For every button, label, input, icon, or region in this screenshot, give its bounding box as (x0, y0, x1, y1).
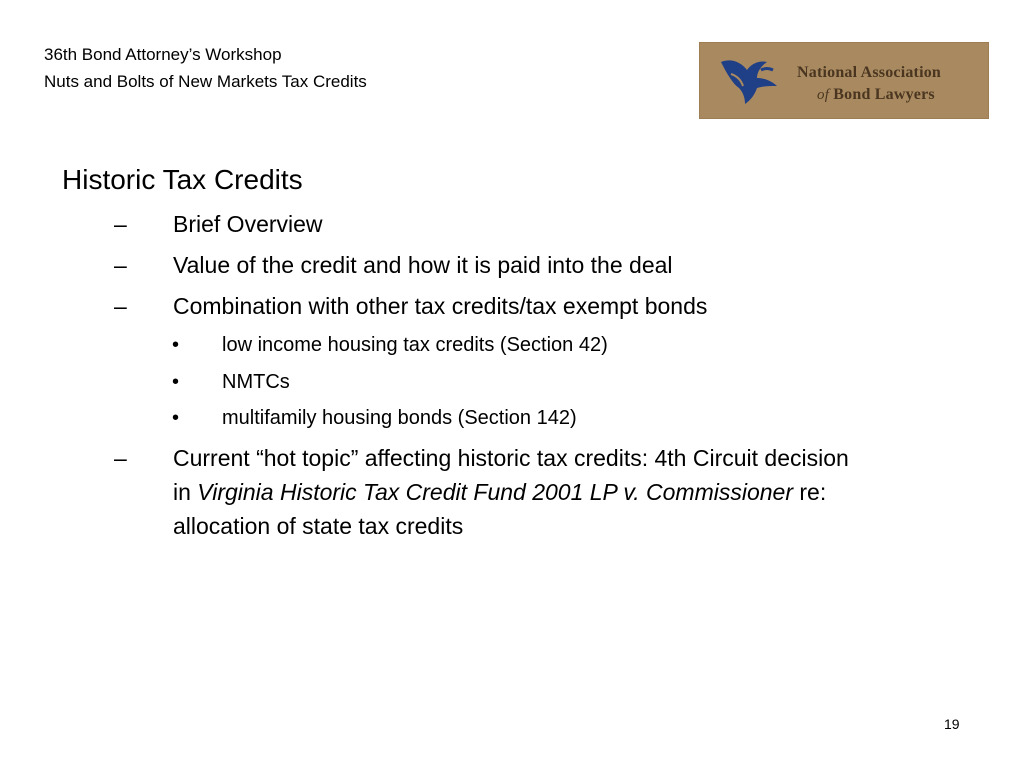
list-item-line: in Virginia Historic Tax Credit Fund 2001 LP v. Commissioner re: (173, 479, 827, 505)
nabl-logo (699, 42, 989, 119)
bullet-marker: • (172, 407, 180, 429)
list-item-line: allocation of state tax credits (173, 513, 464, 539)
session-title: Nuts and Bolts of New Markets Tax Credits (44, 72, 367, 91)
logo-line-1: National Association (797, 64, 942, 81)
page-number: 19 (944, 716, 960, 732)
dash-marker: – (114, 293, 127, 319)
sub-list-item-text: low income housing tax credits (Section 42) (222, 334, 608, 356)
case-name: Virginia Historic Tax Credit Fund 2001 LP v. Commissioner (197, 479, 793, 505)
list-item-line: Current “hot topic” affecting historic tax credits: 4th Circuit decision (173, 445, 849, 471)
eagle-icon (717, 52, 781, 106)
list-item-text: Combination with other tax credits/tax exempt bonds (173, 293, 708, 319)
dash-marker: – (114, 445, 127, 471)
sub-list-item-text: multifamily housing bonds (Section 142) (222, 407, 577, 429)
slide-title: Historic Tax Credits (62, 164, 303, 195)
list-item-text: Brief Overview (173, 211, 323, 237)
dash-marker: – (114, 252, 127, 278)
sub-list-item-text: NMTCs (222, 371, 290, 393)
slide-header (44, 41, 367, 95)
bullet-marker: • (172, 371, 180, 393)
bullet-marker: • (172, 334, 180, 356)
workshop-title: 36th Bond Attorney’s Workshop (44, 45, 282, 64)
list-item-text (173, 441, 973, 543)
logo-line-2: of Bond Lawyers (817, 86, 935, 103)
dash-marker: – (114, 211, 127, 237)
list-item-text: Value of the credit and how it is paid into the deal (173, 252, 673, 278)
